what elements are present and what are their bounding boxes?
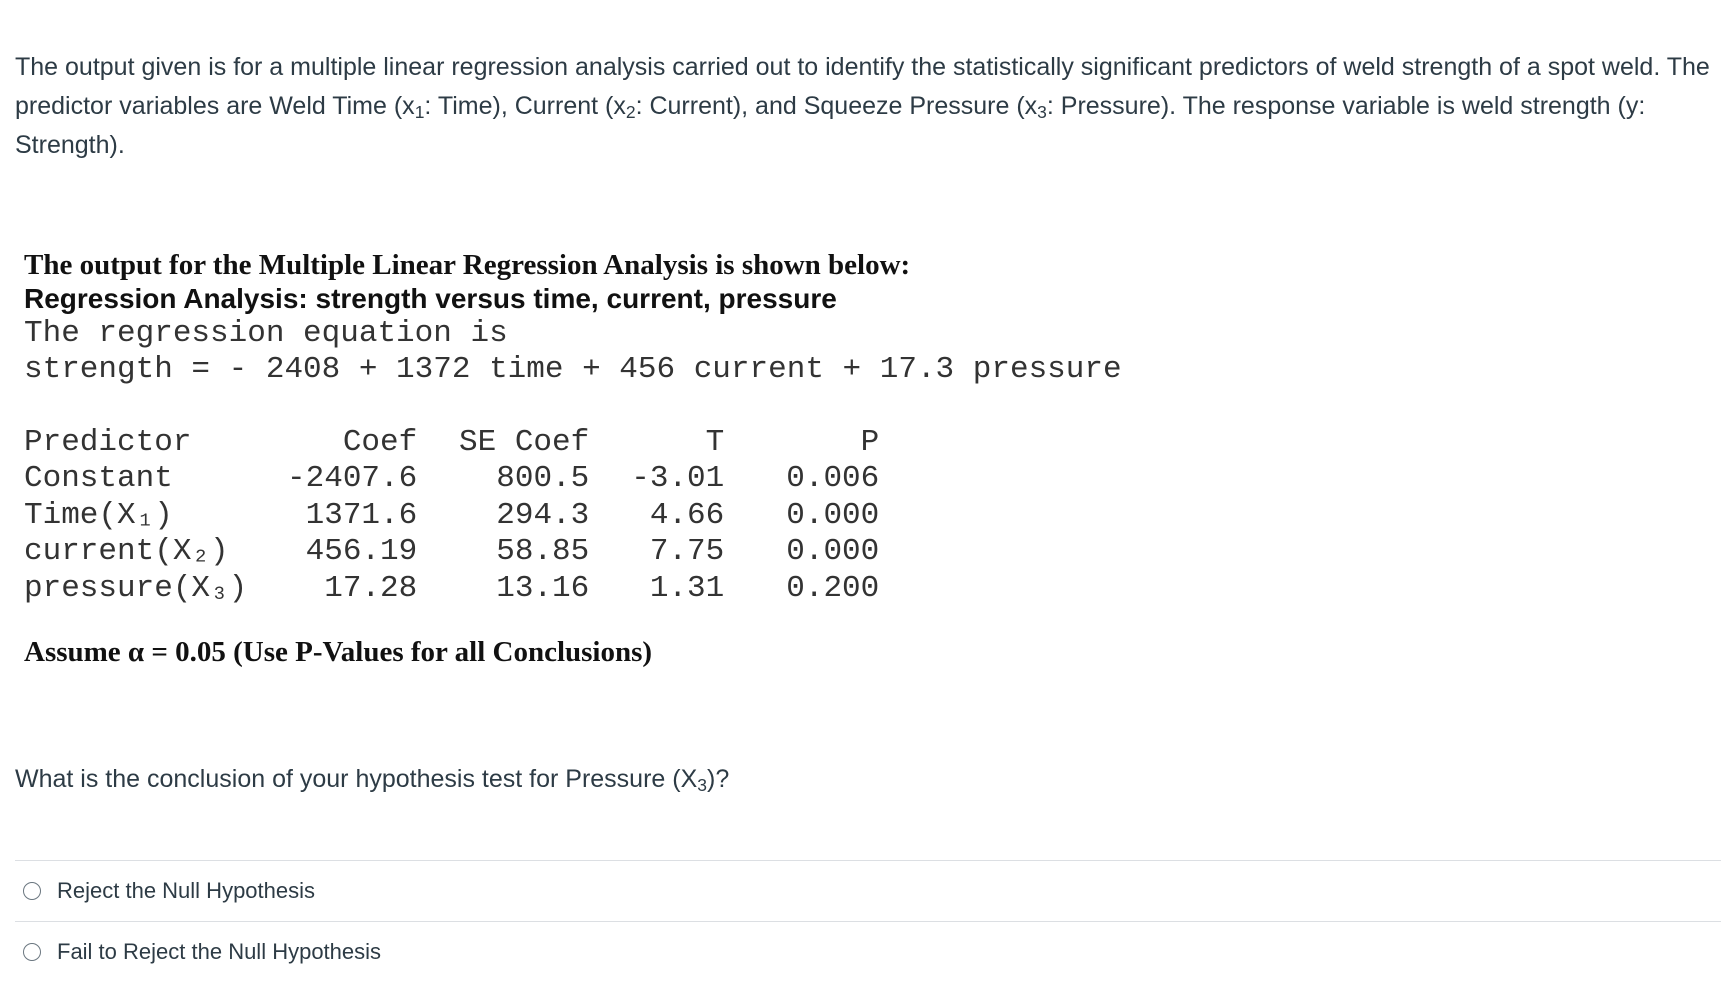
answer-label[interactable]: Fail to Reject the Null Hypothesis <box>57 939 382 964</box>
cell-coef: 1371.6 <box>305 497 418 533</box>
table-header-row <box>24 424 879 461</box>
cell-predictor: Time(X₁) <box>24 497 173 533</box>
answer-option-fail-to-reject[interactable] <box>15 921 1721 982</box>
header-coef: Coef <box>342 424 418 460</box>
cell-p: 0.000 <box>786 534 880 570</box>
question-intro <box>15 48 1715 165</box>
output-subheading: Regression Analysis: strength versus time, current, pressure <box>24 283 837 314</box>
cell-predictor: pressure(X₃) <box>24 570 248 606</box>
question-text <box>15 765 729 794</box>
answer-options <box>15 860 1721 982</box>
cell-se-coef: 13.16 <box>496 570 590 606</box>
cell-predictor: Constant <box>24 461 173 497</box>
cell-se-coef: 294.3 <box>496 497 590 533</box>
answer-label[interactable]: Reject the Null Hypothesis <box>57 878 316 903</box>
equation-label: The regression equation is <box>24 316 508 351</box>
header-se-coef: SE Coef <box>459 424 590 460</box>
cell-se-coef: 800.5 <box>496 461 590 497</box>
output-heading: The output for the Multiple Linear Regression Analysis is shown below: <box>24 249 911 281</box>
subscript: 3 <box>697 775 707 795</box>
subscript: 1 <box>414 102 425 122</box>
cell-t: 1.31 <box>649 570 725 606</box>
cell-coef: 456.19 <box>305 534 418 570</box>
coefficient-table <box>24 424 879 607</box>
cell-p: 0.200 <box>786 570 880 606</box>
intro-text: : Time), Current (x <box>424 92 626 120</box>
assumption-text: Assume α = 0.05 (Use P-Values for all Conclusions) <box>24 636 653 668</box>
question-text-part: )? <box>707 765 730 793</box>
cell-t: 7.75 <box>649 534 725 570</box>
cell-p: 0.006 <box>786 461 880 497</box>
question-text-part: What is the conclusion of your hypothesis test for Pressure (X <box>15 765 698 793</box>
intro-text: The output given is for a multiple linear regression analysis carried out to identify the statistically significant predictors of weld strength of a spot weld. The predictor variables are Weld Time (x <box>15 53 1710 120</box>
cell-predictor: current(X₂) <box>24 534 229 570</box>
regression-equation: strength = - 2408 + 1372 time + 456 current + 17.3 pressure <box>24 352 1122 387</box>
subscript: 3 <box>1037 102 1047 122</box>
cell-coef: -2407.6 <box>287 461 418 497</box>
intro-text: : Pressure). The response variable is weld strength (y: Strength). <box>15 92 1646 159</box>
table-row <box>24 497 879 534</box>
regression-output <box>24 248 1122 388</box>
cell-coef: 17.28 <box>324 570 418 606</box>
cell-p: 0.000 <box>786 497 880 533</box>
subscript: 2 <box>625 102 636 122</box>
header-p: P <box>860 424 880 460</box>
radio-button[interactable] <box>23 943 41 961</box>
cell-se-coef: 58.85 <box>496 534 590 570</box>
table-row <box>24 461 879 498</box>
cell-t: -3.01 <box>631 461 725 497</box>
answer-option-reject[interactable] <box>15 860 1721 921</box>
table-row <box>24 570 879 607</box>
header-predictor: Predictor <box>24 424 192 460</box>
radio-button[interactable] <box>23 882 41 900</box>
header-t: T <box>705 424 725 460</box>
intro-text: : Current), and Squeeze Pressure (x <box>635 92 1038 120</box>
table-row <box>24 534 879 571</box>
cell-t: 4.66 <box>649 497 725 533</box>
